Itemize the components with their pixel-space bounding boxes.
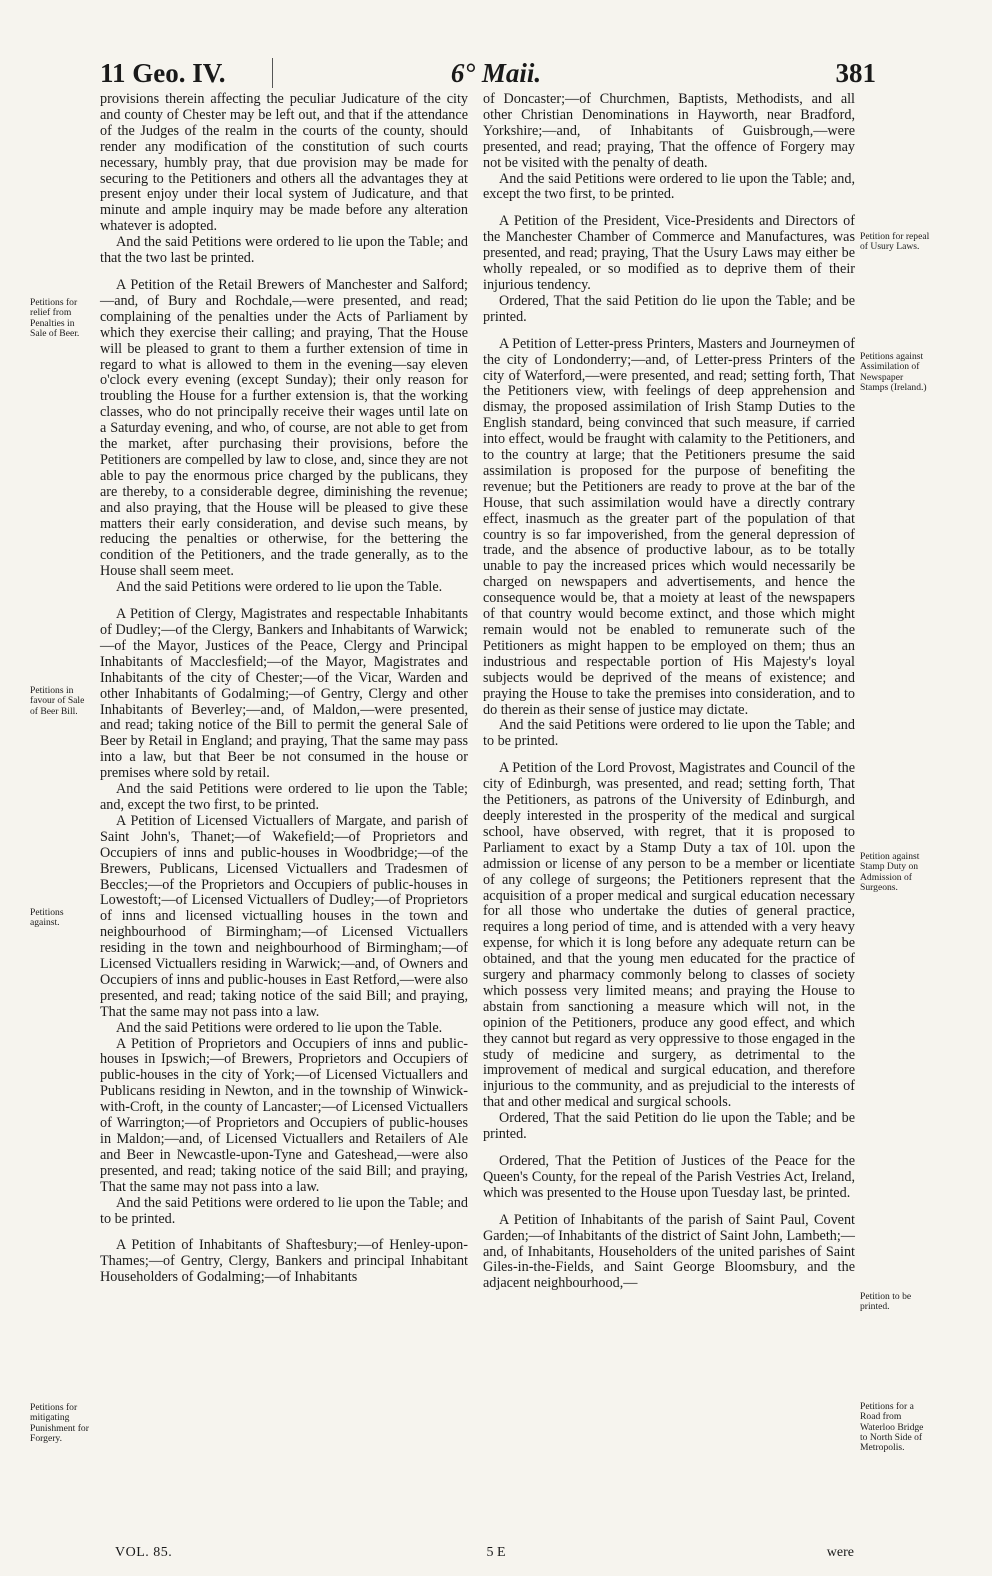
paragraph: Ordered, That the said Petition do lie upon the Table; and be printed. xyxy=(483,1110,855,1143)
paragraph: A Petition of Inhabitants of the parish of Saint Paul, Covent Garden;—of Inhabitants of the district of Saint John, Lambeth;—and, of Inhabitants, Householders of the united parishes of Saint Giles-in-the-Fields, and Saint George Bloomsbury, and the adjacent neighbourhood,— xyxy=(483,1211,855,1292)
paragraph: A Petition of the President, Vice-Presidents and Directors of the Manchester Chamber of Commerce and Manufactures, was presented, and read; praying, That the Usury Laws may either be wholly repealed, or so modified as to deprive them of their injurious tendency. xyxy=(483,213,855,293)
catchword: were xyxy=(826,1545,854,1560)
paragraph: A Petition of Proprietors and Occupiers of inns and public-houses in Ipswich;—of Brewers, Proprietors and Occupiers of public-houses in the city of York;—of Licensed Victuallers and Publicans residing in Newton, and in the township of Winwick-with-Croft, in the county of Lancaster;—of Licensed Victuallers of Warrington;—of Proprietors and Occupiers of public-houses in Maldon;—and, of Licensed Victuallers and Retailers of Ale and Beer in Newcastle-upon-Tyne and Gateshead,—were also presented, and read; taking notice of the said Bill; and praying, That the same may not pass into a law. xyxy=(100,1035,468,1195)
paragraph: And the said Petitions were ordered to lie upon the Table. xyxy=(116,579,443,596)
paragraph: And the said Petitions were ordered to lie upon the Table; and, except the two first, to be printed. xyxy=(483,170,855,203)
margin-note: Petition for repeal of Usury Laws. xyxy=(860,231,930,253)
paragraph: And the said Petitions were ordered to lie upon the Table; and that the two last be printed. xyxy=(100,234,468,267)
margin-note: Petitions in favour of Sale of Beer Bill. xyxy=(30,685,85,717)
paragraph: A Petition of the Retail Brewers of Manchester and Salford;—and, of Bury and Rochdale,—were presented, and read; complaining of the penalties under the Acts of Parliament by which they exercise their calling; and praying, That the House will be pleased to grant to them a further extension of time in regard to what is allowed to them in the evening—say eleven o'clock every evening (except Sunday); their only reason for troubling the House for a further extension is, that the working classes, who do not principally receive their wages until late on a Saturday evening, and who, of course, are not able to get from the market, after purchasing their provisions, before the Petitioners are compelled by law to close, and, since they are not able to pay the enormous price charged by the publicans, they are thereby, to a considerable degree, diminishing the revenue; and also praying, that the House will be pleased to give these matters their early consideration, and devise such means, by reducing the penalties or otherwise, for the bettering the condition of the Petitioners, and the trade generally, as to the House shall seem meet. xyxy=(100,276,468,580)
margin-note: Petition to be printed. xyxy=(860,1291,912,1313)
paragraph: And the said Petitions were ordered to lie upon the Table. xyxy=(116,1019,443,1036)
margin-note: Petitions against. xyxy=(30,907,64,929)
paragraph: A Petition of Letter-press Printers, Masters and Journeymen of the city of Londonderry;—and, of Letter-press Printers of the city of Waterford,—were presented, and read; setting forth, That the Petitioners view, with feelings of deep apprehension and dismay, the proposed assimilation of Irish Stamp Duties to the English standard, being convinced that such measure, if carried into effect, would be fraught with calamity to the Petitioners, and to the country at large; that the Petitioners presume the said assimilation is proposed for the purpose of benefiting the revenue; but the Petitioners are ready to prove at the bar of the House, that such assimilation would have a directly contrary effect, inasmuch as the greater part of the population of that country is so far impoverished, from the general depression of trade, and the absence of productive labour, as to be totally unable to pay the increased prices which would necessarily be charged on newspapers and advertisements, and hence the consequence would be, that a moiety at least of the newspapers of that country would become extinct, and those which might remain would not be enabled to remunerate such of the Petitioners as might happen to be employed on them; thus an industrious and respectable portion of His Majesty's loyal subjects would be deprived of the means of existence; and praying the House to take the premises into consideration, and to do therein as their sense of justice may dictate. xyxy=(483,335,855,718)
paragraph: A Petition of the Lord Provost, Magistrates and Council of the city of Edinburgh, was presented, and read; setting forth, That the Petitioners, as patrons of the University of Edinburgh, and deeply interested in the prosperity of the medical and surgical school, have observed, with regret, that it is proposed to Parliament to exact by a Stamp Duty a tax of 10l. upon the admission or license of any person to be a member or licentiate of any college of surgeons; the Petitioners represent that the acquisition of a proper medical and surgical education necessary for all those who undertake the duties of general practice, requires a long period of time, and is attended with a very heavy expense, for which it is long before any adequate return can be obtained, and that the young men educated for the practice of surgery and pharmacy commonly belong to classes of society which possess very limited means; and praying the House to abstain from sanctioning a measure which will not, in the opinion of the Petitioners, produce any good effect, and which they cannot but regard as very oppressive to those engaged in the study of medicine and surgery, as detrimental to the improvement of medical and surgical education, and therefore injurious to the community, and as prejudicial to the interests of that and other medical and surgical schools. xyxy=(483,760,855,1111)
margin-note: Petitions against Assimilation of Newspaper Stamps (Ireland.) xyxy=(860,351,927,393)
paragraph: And the said Petitions were ordered to lie upon the Table; and to be printed. xyxy=(100,1194,468,1227)
paragraph: Ordered, That the Petition of Justices of the Peace for the Queen's County, for the repeal of the Parish Vestries Act, Ireland, which was presented to the House upon Tuesday last, be printed. xyxy=(483,1153,855,1201)
margin-note: Petition against Stamp Duty on Admission of Surgeons. xyxy=(860,851,920,893)
page-number: 381 xyxy=(835,58,876,88)
paragraph: And the said Petitions were ordered to lie upon the Table; and, except the two first, to be printed. xyxy=(100,781,468,813)
right-column xyxy=(483,92,855,1292)
left-column xyxy=(100,92,468,1286)
paragraph: of Doncaster;—of Churchmen, Baptists, Methodists, and all other Christian Denominations in Hayworth, near Bradford, Yorkshire;—and, of Inhabitants of Guisbrough,—were presented, and read; praying, That the offence of Forgery may not be visited with the penalty of death. xyxy=(483,91,855,171)
header-date: 6° Maii. xyxy=(450,58,542,88)
header-regnal-year: 11 Geo. IV. xyxy=(100,58,226,88)
paragraph: A Petition of Clergy, Magistrates and respectable Inhabitants of Dudley;—of the Clergy, Bankers and Inhabitants of Warwick;—of the Mayor, Justices of the Peace, Clergy and Principal Inhabitants of Macclesfield;—of the Mayor, Magistrates and Inhabitants of the city of Chester;—of the Vicar, Warden and other Inhabitants of Godalming;—of Gentry, Clergy and other Inhabitants of Beverley;—and, of Maldon,—were presented, and read; taking notice of the Bill to permit the general Sale of Beer by Retail in England; and praying, That the same may pass into a law, but that Beer be not consumed in the house or premises where sold by retail. xyxy=(100,606,468,782)
paragraph: And the said Petitions were ordered to lie upon the Table; and to be printed. xyxy=(483,717,855,750)
volume-number: VOL. 85. xyxy=(115,1545,173,1560)
paragraph: A Petition of Inhabitants of Shaftesbury;—of Henley-upon-Thames;—of Gentry, Clergy, Bankers and principal Inhabitant Householders of Godalming;—of Inhabitants xyxy=(100,1237,468,1286)
paragraph: Ordered, That the said Petition do lie upon the Table; and be printed. xyxy=(483,292,855,325)
paragraph: provisions therein affecting the peculiar Judicature of the city and county of Chester may be left out, and that if the attendance of the Judges of the realm in the courts of the county, should render any modification of the constitution of such courts necessary, humbly pray, that due provision may be made for securing to the Petitioners and others all the advantages they at present enjoy under their local system of Judicature, and that minute and ample inquiry may be made before any alteration whatever is adopted. xyxy=(100,91,468,235)
margin-note: Petitions for relief from Penalties in Sale of Beer. xyxy=(30,297,80,339)
signature-mark: 5 E xyxy=(486,1545,506,1560)
margin-note: Petitions for mitigating Punishment for Forgery. xyxy=(30,1402,89,1444)
paragraph: A Petition of Licensed Victuallers of Margate, and parish of Saint John's, Thanet;—of Wakefield;—of Proprietors and Occupiers of inns and public-houses in Woodbridge;—of the Brewers, Publicans, Licensed Victuallers and Tradesmen of Beccles;—of the Proprietors and Occupiers of public-houses in Lowestoft;—of Licensed Victuallers of Dudley;—of Proprietors of inns and licensed victualling houses in the town and neighbourhood of Birmingham;—of Licensed Victuallers residing in the town and neighbourhood of Birmingham;—of Licensed Victuallers residing in Warwick;—and, of Owners and Occupiers of inns and public-houses in East Retford,—were also presented, and read; taking notice of the said Bill; and praying, That the same may not pass into a law. xyxy=(100,812,468,1020)
margin-note: Petitions for a Road from Waterloo Bridge to North Side of Metropolis. xyxy=(860,1401,924,1454)
